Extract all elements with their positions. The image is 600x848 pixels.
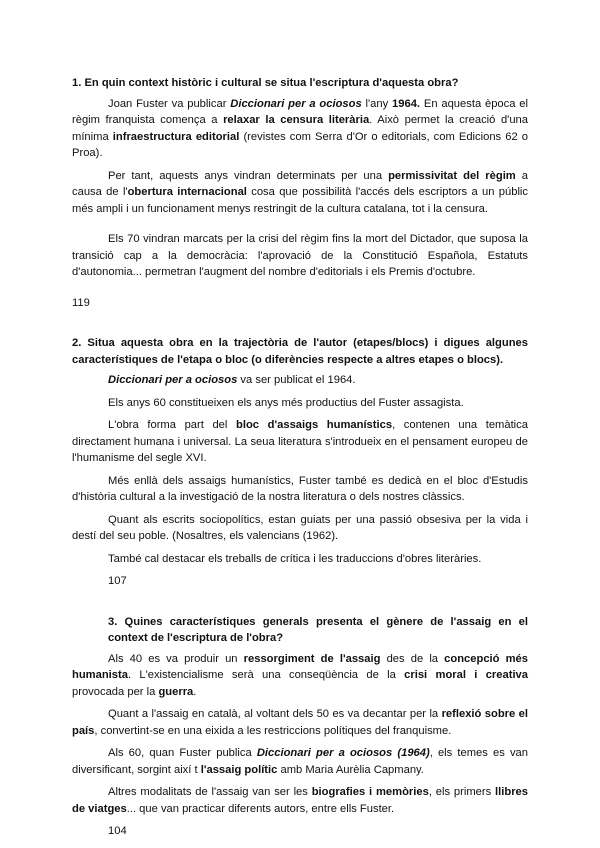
- q2-paragraph-4: Més enllà dels assaigs humanístics, Fuster també es dedicà en el bloc d'Estudis d'història cultural a la investigació de la nostra literatura o dels nostres clàssics.: [72, 474, 528, 503]
- q2-paragraph-2: Els anys 60 constitueixen els anys més productius del Fuster assagista.: [108, 396, 464, 409]
- q2-paragraph-5: Quant als escrits sociopolítics, estan guiats per una passió obsesiva per la vida i destí del seu poble. (Nosaltres, els valencians (1962).: [72, 513, 528, 542]
- question-1: 1. En quin context històric i cultural se situa l'escriptura d'aquesta obra?: [72, 77, 459, 89]
- q2-paragraph-3: L'obra forma part del bloc d'assaigs humanístics, contenen una temàtica directament humana i universal. La seua literatura s'introdueix en el pensament europeu de l'humanisme del segle XVI.: [72, 419, 528, 464]
- q3-paragraph-1: Als 40 es va produir un ressorgiment de l'assaig des de la concepció més humanista. L'existencialisme serà una conseqüència de la crisi moral i creativa provocada per la guerra.: [72, 652, 529, 698]
- q1-word-count: 119: [72, 296, 90, 309]
- q1-paragraph-1: Joan Fuster va publicar Diccionari per a ociosos l'any 1964. En aquesta època el règim franquista comença a relaxar la censura literària. Això permet la creació d'una mínima infraestructura editorial (revistes com Serra d'Or o editorials, com Edicions 62 o Proa).: [72, 97, 528, 159]
- q3-paragraph-4: Altres modalitats de l'assaig van ser les biografies i memòries, els primers llibres de viatges... que van practicar diferents autors, entre ells Fuster.: [72, 786, 529, 815]
- question-3: 3. Quines característiques generals presenta el gènere de l'assaig en el context de l'escriptura de l'obra?: [108, 615, 528, 644]
- q3-paragraph-2: Quant a l'assaig en català, al voltant dels 50 es va decantar per la reflexió sobre el país, convertint-se en una eixida a les restriccions polítiques del franquisme.: [72, 708, 529, 737]
- question-2: 2. Situa aquesta obra en la trajectòria de l'autor (etapes/blocs) i digues algunes característiques de l'etapa o bloc (o diferències respecte a altres etapes o blocs).: [72, 337, 528, 366]
- q3-paragraph-3: Als 60, quan Fuster publica Diccionari per a ociosos (1964), els temes es van diversificant, sorgint així t l'assaig polític amb Maria Aurèlia Capmany.: [72, 747, 528, 776]
- q2-paragraph-1: Diccionari per a ociosos va ser publicat el 1964.: [108, 374, 356, 386]
- q2-paragraph-6: També cal destacar els treballs de crítica i les traduccions d'obres literàries.: [108, 552, 482, 565]
- q3-word-count: 104: [108, 825, 127, 837]
- q1-paragraph-2: Per tant, aquests anys vindran determinats per una permissivitat del règim a causa de l'obertura internacional cosa que possibilità l'accés dels escriptors a un públic més ampli i un funcionament menys restringit de la cultura catalana, tot i la censura.: [72, 169, 529, 215]
- q2-word-count: 107: [108, 575, 127, 587]
- q1-paragraph-3: Els 70 vindran marcats per la crisi del règim fins la mort del Dictador, que suposa la transició cap a la democràcia: l'aprovació de la Constitució Española, Estatuts d'autonomia... permetran l'augment del nombre d'editorials i els Premis d'octubre.: [72, 233, 528, 278]
